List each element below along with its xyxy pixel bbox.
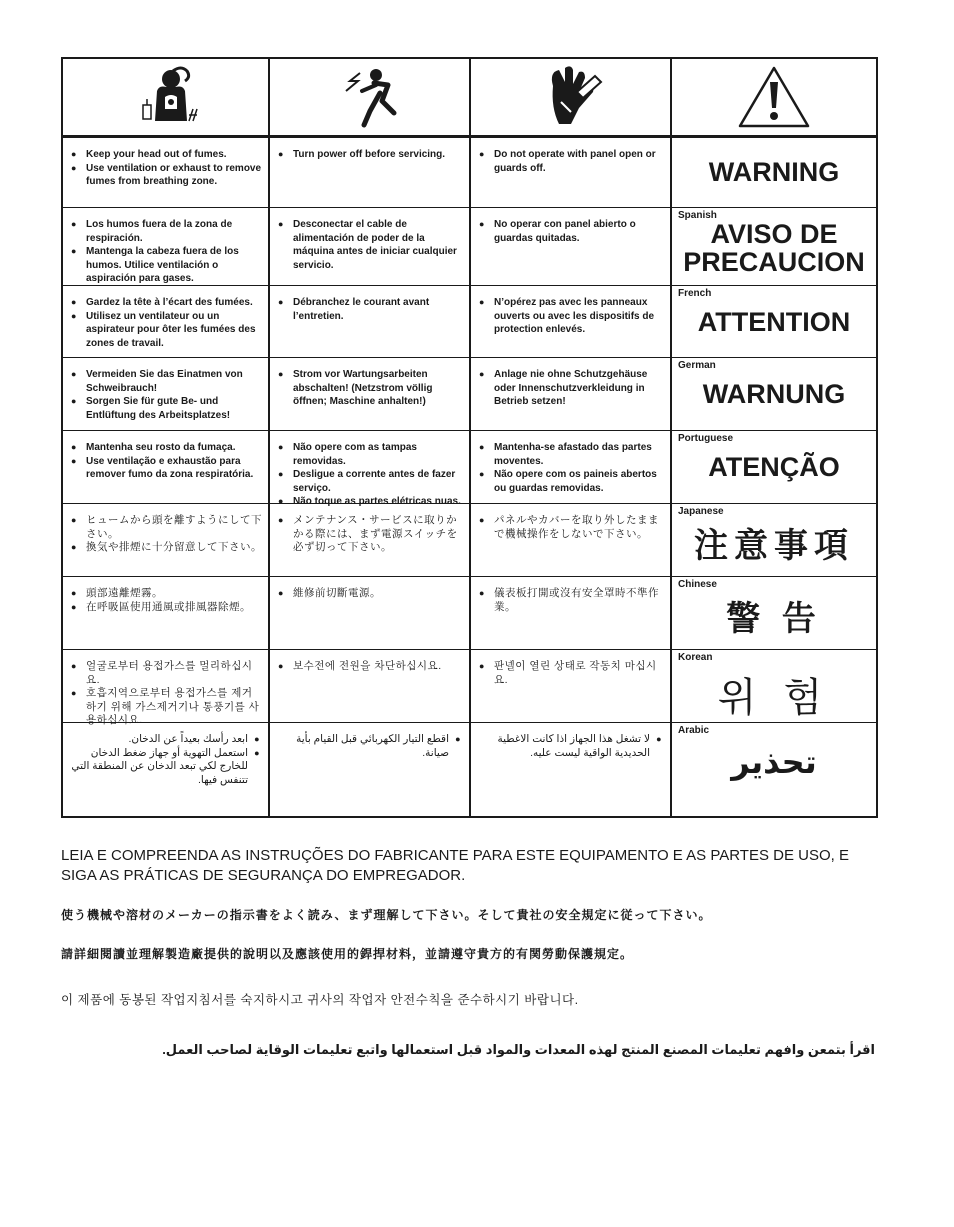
signal-word: تحذير [731, 744, 817, 780]
text-item: ● اقطع التيار الكهربائي قبل القيام بأية صيانة. [276, 733, 461, 760]
signal-word: 위 험 [717, 676, 831, 720]
text-item: ● Não toque as partes elétricas nuas. [278, 495, 463, 509]
signal-cell [672, 286, 876, 357]
signal-cell [672, 358, 876, 430]
text-item: ● Gardez la tête à l’écart des fumées. [71, 296, 262, 310]
language-label: Spanish [678, 210, 717, 221]
footer-japanese: 使う機械や溶材のメーカーの指示書をよく読み、まず理解して下さい。そして貴社の安全規定に従って下さい。 [61, 908, 712, 922]
text-item: ● Mantenha seu rosto da fumaça. [71, 441, 262, 455]
language-label: French [678, 288, 712, 299]
warning-triangle-icon [736, 64, 812, 130]
moving-parts-hand-icon [531, 62, 611, 132]
icon-cell-moving-parts [471, 59, 672, 135]
moving-parts-cell [471, 431, 672, 503]
moving-parts-cell [471, 723, 672, 816]
signal-cell [672, 577, 876, 649]
shock-cell [270, 138, 471, 207]
text-item: ● Strom vor Wartungsarbeiten abschalten! (Netzstrom völlig öffnen; Maschine anhalten!) [278, 368, 463, 409]
text-item: ● ヒュームから頭を離すようにして下さい。 [71, 514, 262, 541]
text-item: ● Mantenga la cabeza fuera de los humos. Utilice ventilación o aspiración para gases. [71, 245, 262, 286]
signal-word: 注意事項 [694, 527, 854, 565]
footer-korean: 이 제품에 동봉된 작업지침서를 숙지하시고 귀사의 작업자 안전수칙을 준수하시기 바랍니다. [61, 993, 579, 1007]
text-item: ● Não opere com os paineis abertos ou guardas removidas. [479, 468, 664, 495]
text-item: ● Do not operate with panel open or guards off. [479, 148, 664, 175]
fumes-cell [63, 723, 270, 816]
shock-cell [270, 504, 471, 576]
moving-parts-cell [471, 138, 672, 207]
signal-word: ATENÇÃO [708, 452, 840, 482]
row-korean [63, 650, 876, 726]
text-item: ● Utilisez un ventilateur ou un aspirateur pour ôter les fumées des zones de travail. [71, 310, 262, 351]
fumes-cell [63, 504, 270, 576]
shock-cell [270, 650, 471, 722]
shock-cell [270, 208, 471, 285]
text-item: ● استعمل التهوية أو جهاز ضغط الدخان للخارج لكي تبعد الدخان عن المنطقة التي تتنفس فيها. [69, 747, 260, 788]
shock-cell [270, 286, 471, 357]
text-item: ● 판넬이 열린 상태로 작동치 마십시요. [479, 660, 664, 687]
moving-parts-cell [471, 208, 672, 285]
text-item: ● Desligue a corrente antes de fazer serviço. [278, 468, 463, 495]
signal-word: WARNING [708, 157, 840, 187]
text-item: ● メンテナンス・サービスに取りかかる際には、まず電源スイッチを必ず切って下さい。 [278, 514, 463, 555]
electric-shock-icon [330, 63, 410, 131]
text-item: ● 儀表板打開或沒有安全罩時不準作業。 [479, 587, 664, 614]
row-german [63, 358, 876, 431]
language-label: Japanese [678, 506, 724, 517]
signal-cell [672, 723, 876, 816]
signal-word: ATTENTION [697, 307, 851, 337]
language-label: Chinese [678, 579, 717, 590]
text-item: ● パネルやカバーを取り外したままで機械操作をしないで下さい。 [479, 514, 664, 541]
text-item: ● Keep your head out of fumes. [71, 148, 262, 162]
footer-portuguese: LEIA E COMPREENDA AS INSTRUÇÕES DO FABRICANTE PARA ESTE EQUIPAMENTO E AS PARTES DE USO, E SIGA AS PRÁTICAS DE SEGURANÇA DO EMPREGADOR. [61, 847, 849, 884]
fumes-cell [63, 650, 270, 726]
text-item: ● Mantenha-se afastado das partes moventes. [479, 441, 664, 468]
row-spanish [63, 208, 876, 286]
row-chinese [63, 577, 876, 650]
text-item: ● 호흡지역으로부터 용접가스를 제거하기 위해 가스제거기나 통풍기를 사용하십시요. [71, 687, 262, 728]
text-item: ● N’opérez pas avec les panneaux ouverts ou avec les dispositifs de protection enlevés. [479, 296, 664, 337]
fumes-cell [63, 577, 270, 649]
language-label: Portuguese [678, 433, 734, 444]
text-item: ● 維修前切斷電源。 [278, 587, 463, 601]
row-portuguese [63, 431, 876, 507]
row-arabic [63, 723, 876, 816]
shock-cell [270, 723, 471, 816]
shock-cell [270, 431, 471, 507]
text-item: ● 頭部遠離煙霧。 [71, 587, 262, 601]
row-japanese [63, 504, 876, 577]
moving-parts-cell [471, 577, 672, 649]
icon-cell-fumes [63, 59, 270, 135]
moving-parts-cell [471, 504, 672, 576]
fumes-cell [63, 431, 270, 503]
shock-cell [270, 577, 471, 649]
text-item: ● Sorgen Sie für gute Be- und Entlüftung des Arbeitsplatzes! [71, 395, 262, 422]
text-item: ● Não opere com as tampas removidas. [278, 441, 463, 468]
text-item: ● لا تشغل هذا الجهاز اذا كانت الاغطية الحديدية الواقية ليست عليه. [477, 733, 662, 760]
icon-cell-shock [270, 59, 471, 135]
signal-cell [672, 431, 876, 503]
fumes-person-icon [121, 63, 211, 131]
text-item: ● 보수전에 전원을 차단하십시요. [278, 660, 463, 674]
fumes-cell [63, 208, 270, 285]
moving-parts-cell [471, 286, 672, 357]
signal-word: WARNUNG [702, 379, 846, 409]
warning-table [61, 57, 878, 818]
text-item: ● Débranchez le courant avant l’entretien. [278, 296, 463, 323]
text-item: ● No operar con panel abierto o guardas quitadas. [479, 218, 664, 245]
text-item: ● Use ventilation or exhaust to remove fumes from breathing zone. [71, 162, 262, 189]
text-item: ● Turn power off before servicing. [278, 148, 463, 162]
signal-cell [672, 504, 876, 576]
row-english [63, 138, 876, 208]
text-item: ● Use ventilação e exhaustão para remover fumo da zona respiratória. [71, 455, 262, 482]
text-item: ● 在呼吸區使用通風或排風器除煙。 [71, 601, 262, 615]
signal-cell [672, 138, 876, 207]
signal-cell [672, 650, 876, 722]
shock-cell [270, 358, 471, 430]
text-item: ● 換気や排煙に十分留意して下さい。 [71, 541, 262, 555]
fumes-cell [63, 138, 270, 207]
signal-word: 警 告 [726, 600, 822, 638]
fumes-cell [63, 358, 270, 430]
language-label: Arabic [678, 725, 710, 736]
language-label: Korean [678, 652, 713, 663]
text-item: ● ابعد رأسك بعيداً عن الدخان. [69, 733, 260, 747]
text-item: ● Desconectar el cable de alimentación de poder de la máquina antes de iniciar cualquier servicio. [278, 218, 463, 272]
language-label: German [678, 360, 716, 371]
icon-cell-warning [672, 59, 876, 135]
text-item: ● Anlage nie ohne Schutzgehäuse oder Innenschutzverkleidung in Betrieb setzen! [479, 368, 664, 409]
text-item: ● Los humos fuera de la zona de respiración. [71, 218, 262, 245]
text-item: ● Vermeiden Sie das Einatmen von Schweibrauch! [71, 368, 262, 395]
footer-arabic: اقرأ بتمعن وافهم تعليمات المصنع المنتج لهذه المعدات والمواد قبل استعمالها واتبع تعليمات الوقاية لصاحب العمل. [162, 1042, 875, 1057]
fumes-cell [63, 286, 270, 357]
moving-parts-cell [471, 650, 672, 722]
moving-parts-cell [471, 358, 672, 430]
footer-chinese: 請詳細閱讀並理解製造廠提供的說明以及應該使用的銲捍材料，並請遵守貴方的有関勞動保護規定。 [61, 947, 634, 961]
row-french [63, 286, 876, 358]
icon-row [63, 59, 876, 138]
text-item: ● 얼굴로부터 용접가스를 멀리하십시요. [71, 660, 262, 687]
signal-cell [672, 208, 876, 285]
signal-word: AVISO DE PRECAUCION [683, 219, 865, 277]
